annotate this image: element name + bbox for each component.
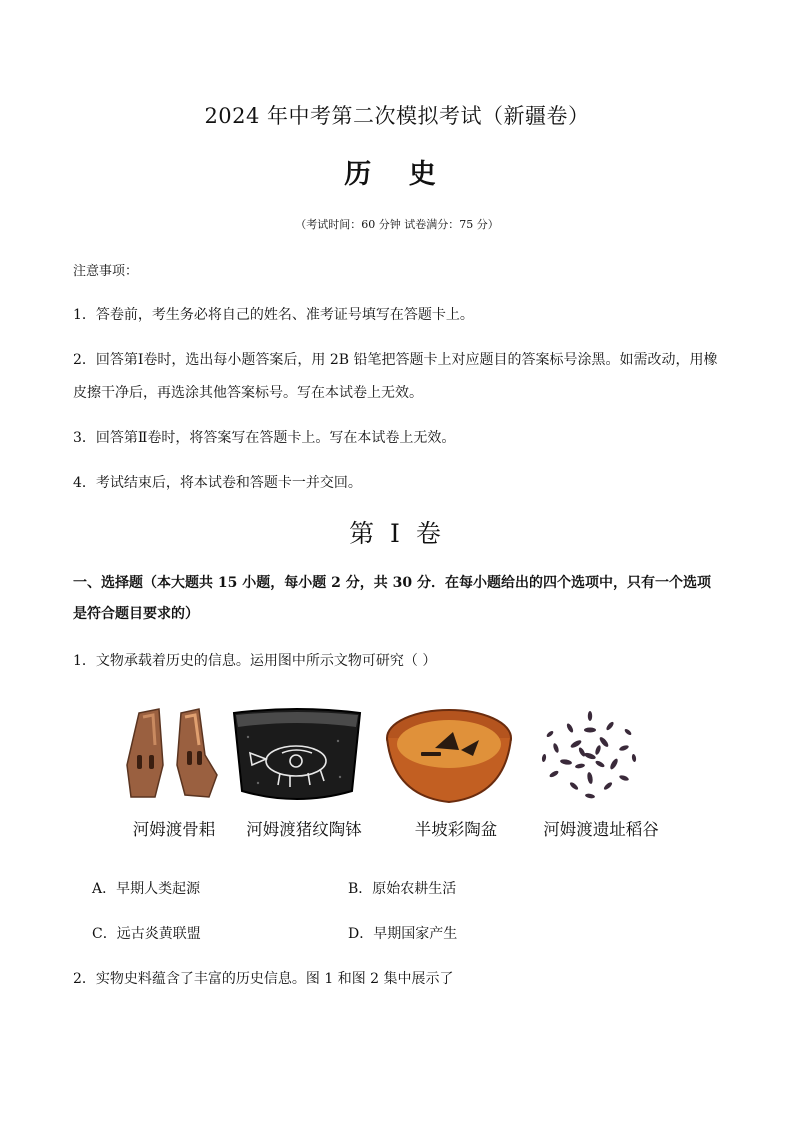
notes-heading: 注意事项： [73,264,139,279]
pig-pattern-pot-image [228,707,366,807]
note-item-1: 1．答卷前，考生务必将自己的姓名、准考证号填写在答题卡上。 [73,307,474,323]
section-instructions-2: 是符合题目要求的） [73,606,199,622]
caption-bone-plough: 河姆渡骨耜 [132,820,216,839]
bone-plough-image [125,705,225,805]
option-a[interactable]: A．早期人类起源 [92,881,201,897]
rice-grains-image [536,704,644,808]
question-2-stem: 2．实物史料蕴含了丰富的历史信息。图 1 和图 2 集中展示了 [73,971,454,987]
painted-pottery-basin-image [383,704,515,808]
caption-rice-grains: 河姆渡遗址稻谷 [543,820,659,839]
option-d[interactable]: D．早期国家产生 [348,926,458,942]
section-instructions-1: 一、选择题（本大题共 15 小题，每小题 2 分，共 30 分．在每小题给出的四个选项中，只有一个选项 [73,575,711,591]
caption-painted-pottery-basin: 半坡彩陶盆 [414,820,498,839]
note-item-2: 2．回答第Ⅰ卷时，选出每小题答案后，用 2B 铅笔把答题卡上对应题目的答案标号涂黑。如需改动，用橡 [73,352,718,368]
note-item-3: 3．回答第Ⅱ卷时，将答案写在答题卡上。写在本试卷上无效。 [73,430,456,446]
note-item-4: 4．考试结束后，将本试卷和答题卡一并交回。 [73,475,362,491]
option-c[interactable]: C．远古炎黄联盟 [92,926,201,942]
exam-info: （考试时间：60 分钟 试卷满分：75 分） [295,218,499,231]
note-item-2-cont: 皮擦干净后，再选涂其他答案标号。写在本试卷上无效。 [73,385,423,401]
option-b[interactable]: B．原始农耕生活 [348,881,457,897]
subject-title: 历 史 [344,159,450,190]
exam-title: 2024 年中考第二次模拟考试（新疆卷） [204,104,590,128]
caption-pig-pattern-pot: 河姆渡猪纹陶钵 [246,820,362,839]
question-1-stem: 1．文物承载着历史的信息。运用图中所示文物可研究（ ） [73,653,437,669]
section-title: 第 I 卷 [349,519,445,548]
